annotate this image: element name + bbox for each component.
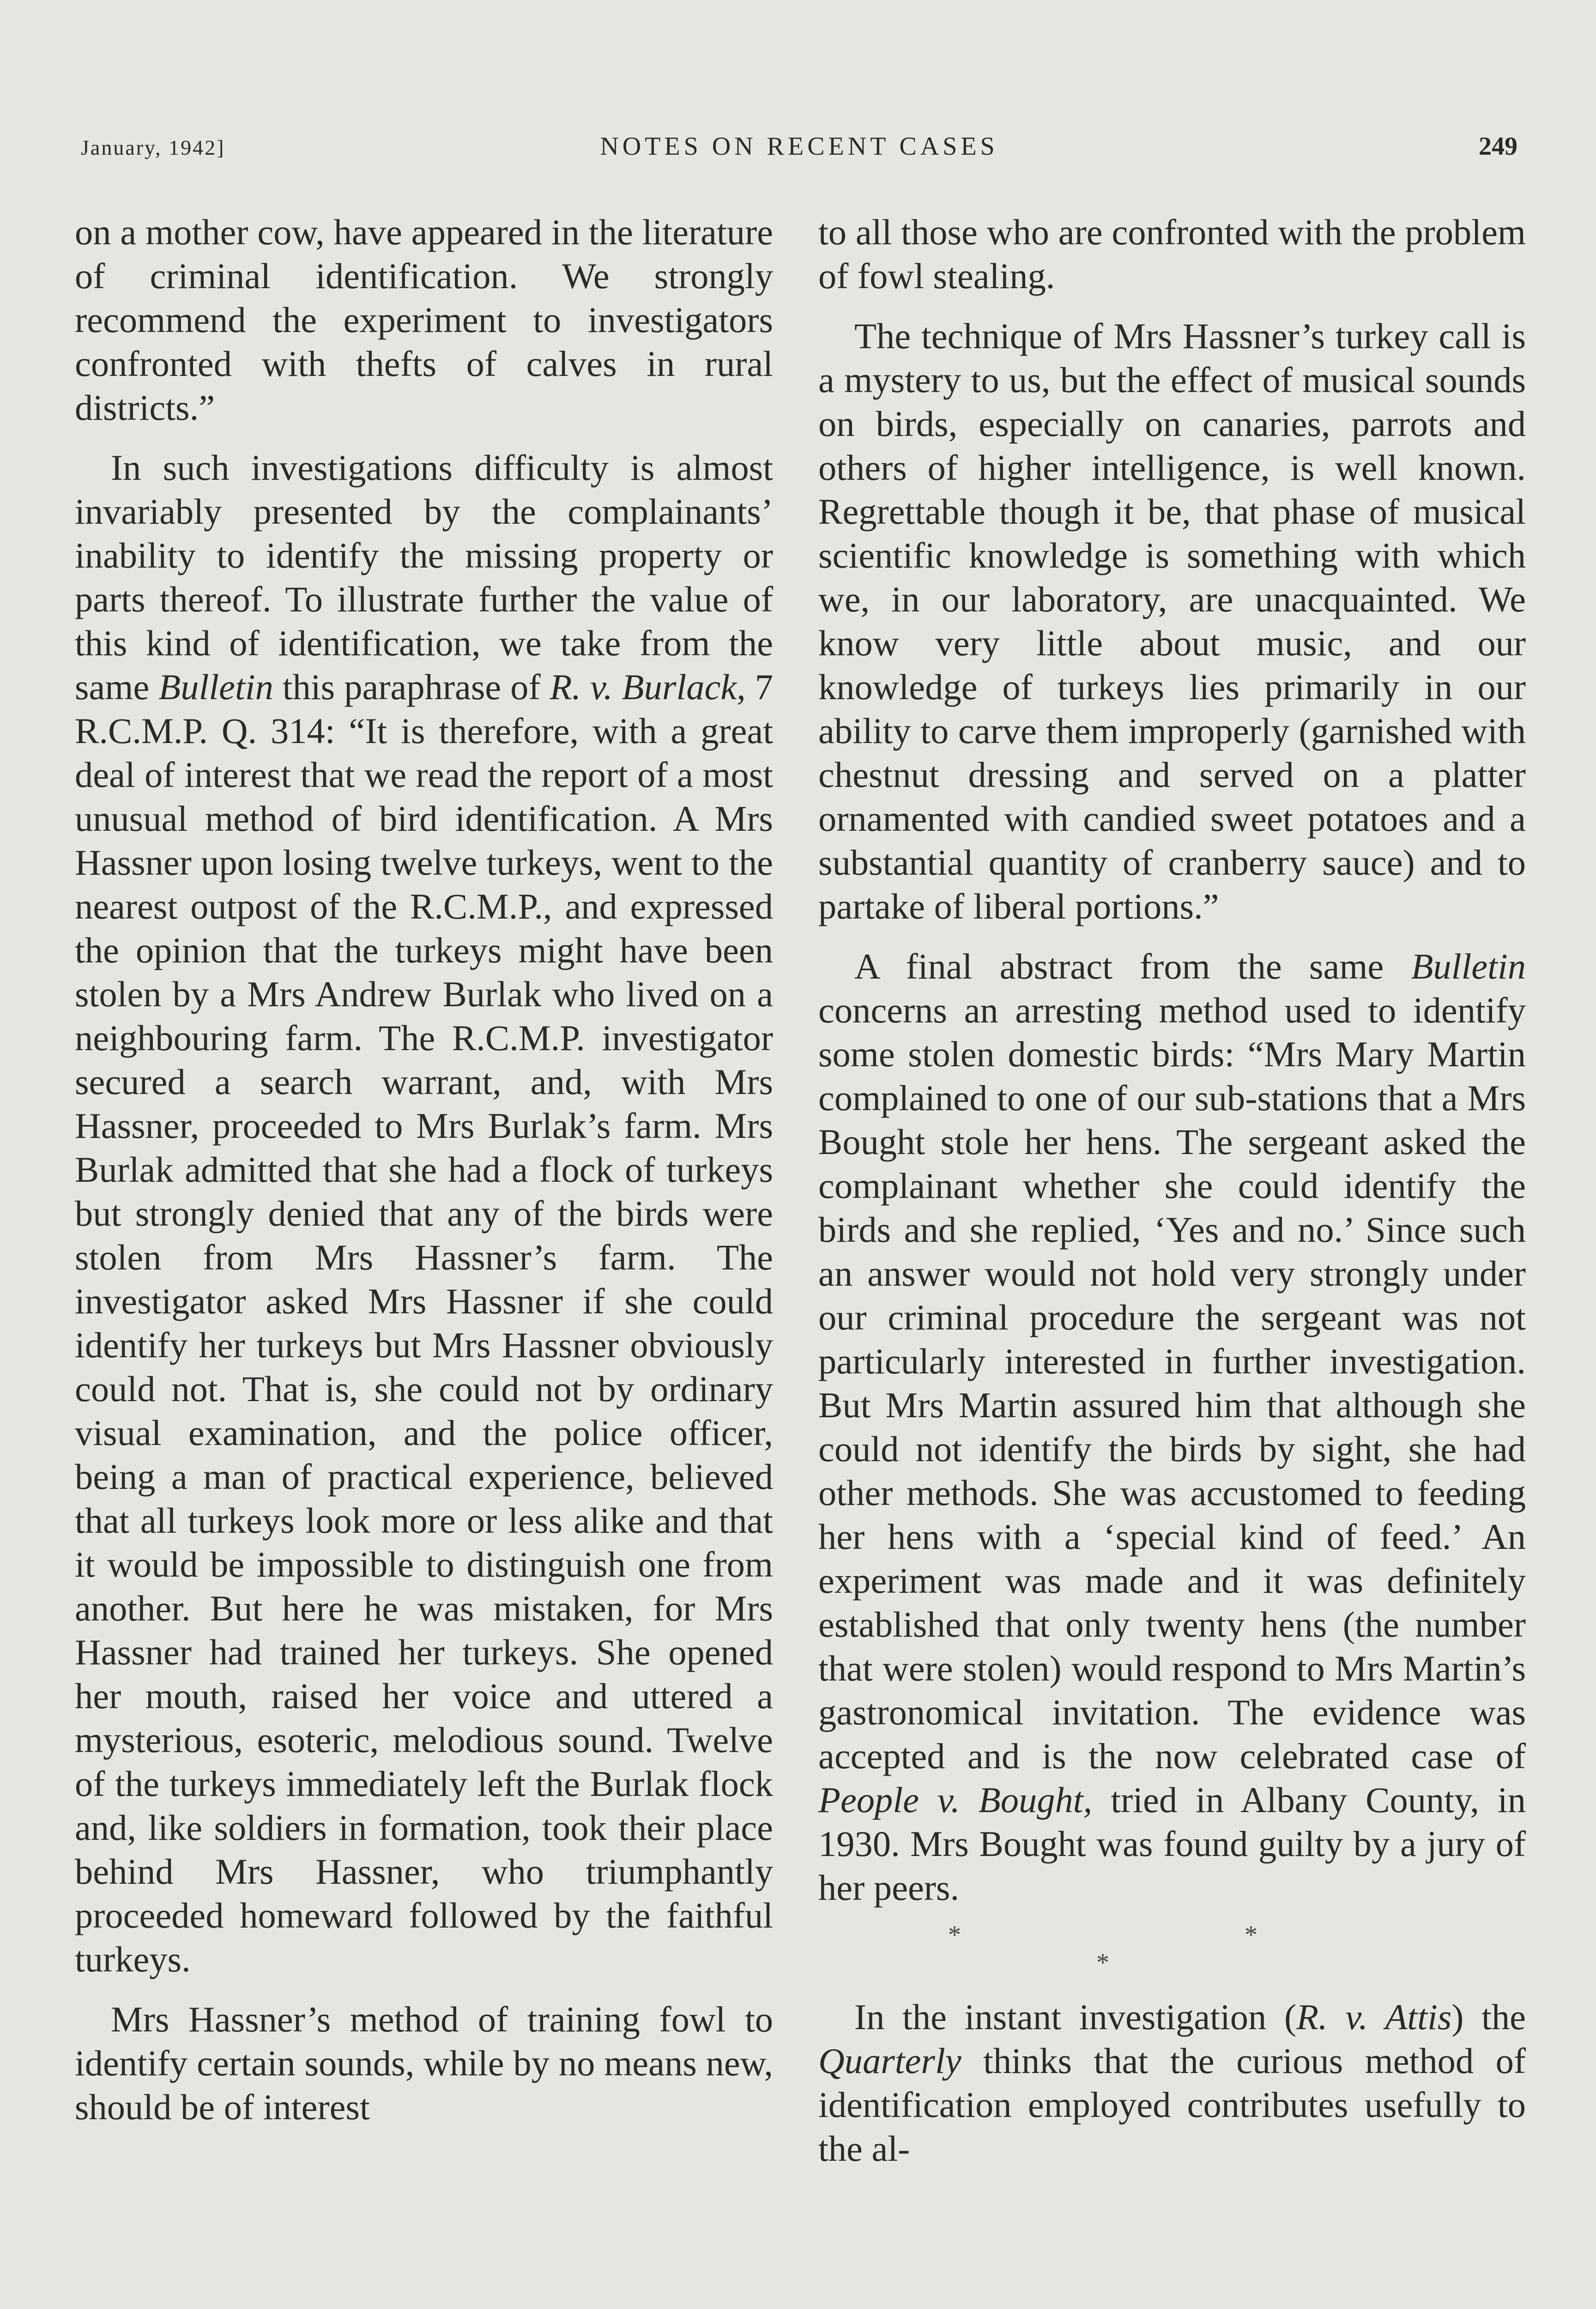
running-header [81, 132, 1517, 169]
right-column [818, 210, 1526, 2187]
paragraph: to all those who are confronted with the problem of fowl stealing. [818, 212, 1526, 296]
paragraph: The technique of Mrs Hassner’s turkey call is a mystery to us, but the effect of musical sounds on birds, especially on canaries, parrots and others of higher intelligence, is well known. Regrettable though it be, that phase of musical scientific knowledge is something with which we, in our laboratory, are unacquainted. We know very little about music, and our knowledge of turkeys lies primarily in our ability to carve them improperly (garnished with chestnut dressing and served on a platter ornamented with candied sweet potatoes and a substantial quantity of cranberry sauce) and to partake of liberal portions.” [818, 316, 1526, 926]
page-number: 249 [1479, 132, 1517, 161]
paragraph: on a mother cow, have appeared in the literature of criminal identification. We strongly recommend the experiment to investigators confronted with thefts of calves in rural districts.” [75, 212, 773, 428]
section-separator: * * * [948, 1921, 1396, 1977]
paragraph: In the instant investigation (R. v. Attis) the Quarterly thinks that the curious method of identification employed contributes usefully to the al- [818, 1997, 1526, 2169]
case-citation: People v. Bought, [818, 1780, 1093, 1820]
paragraph: Mrs Hassner’s method of training fowl to identify certain sounds, while by no means new, should be of interest [75, 1999, 773, 2127]
paragraph: In such investigations difficulty is almost invariably presented by the complainants’ inability to identify the missing property or parts thereof. To illustrate further the value of this kind of identification, we take from the same Bulletin this paraphrase of R. v. Burlack, 7 R.C.M.P. Q. 314: “It is therefore, with a great deal of interest that we read the report of a most unusual method of bird identification. A Mrs Hassner upon losing twelve turkeys, went to the nearest outpost of the R.C.M.P., and expressed the opinion that the turkeys might have been stolen by a Mrs Andrew Burlak who lived on a neighbouring farm. The R.C.M.P. investigator secured a search warrant, and, with Mrs Hassner, proceeded to Mrs Burlak’s farm. Mrs Burlak admitted that she had a flock of turkeys but strongly denied that any of the birds were stolen from Mrs Hassner’s farm. The investigator asked Mrs Hassner if she could identify her turkeys but Mrs Hassner obviously could not. That is, she could not by ordinary visual examination, and the police officer, being a man of practical experience, believed that all turkeys look more or less alike and that it would be impossible to distinguish one from another. But here he was mistaken, for Mrs Hassner had trained her turkeys. She opened her mouth, raised her voice and uttered a mysterious, esoteric, melodious sound. Twelve of the turkeys immediately left the Burlak flock and, like soldiers in formation, took their place behind Mrs Hassner, who triumphantly proceeded homeward followed by the faithful turkeys. [75, 447, 774, 1979]
publication-title: Quarterly [818, 2041, 961, 2081]
case-citation: R. v. Attis [1296, 1997, 1452, 2037]
header-date: January, 1942] [81, 136, 225, 159]
paragraph: A final abstract from the same Bulletin concerns an arresting method used to identify some stolen domestic birds: “Mrs Mary Martin complained to one of our sub-stations that a Mrs Bought stole her hens. The sergeant asked the complainant whether she could identify the birds and she replied, ‘Yes and no.’ Since such an answer would not hold very strongly under our criminal procedure the sergeant was not particularly interested in further investigation. But Mrs Martin assured him that although she could not identify the birds by sight, she had other methods. She was accustomed to feeding her hens with a ‘special kind of feed.’ An experiment was made and it was definitely established that only twenty hens (the number that were stolen) would respond to Mrs Martin’s gastronomical invitation. The evidence was accepted and is the now celebrated case of People v. Bought, tried in Albany County, in 1930. Mrs Bought was found guilty by a jury of her peers. [818, 946, 1526, 1908]
left-column [75, 210, 773, 2145]
publication-title: Bulletin [158, 667, 273, 707]
header-title: NOTES ON RECENT CASES [600, 132, 998, 161]
publication-title: Bulletin [1411, 946, 1526, 986]
case-citation: R. v. Burlack, [550, 667, 746, 707]
